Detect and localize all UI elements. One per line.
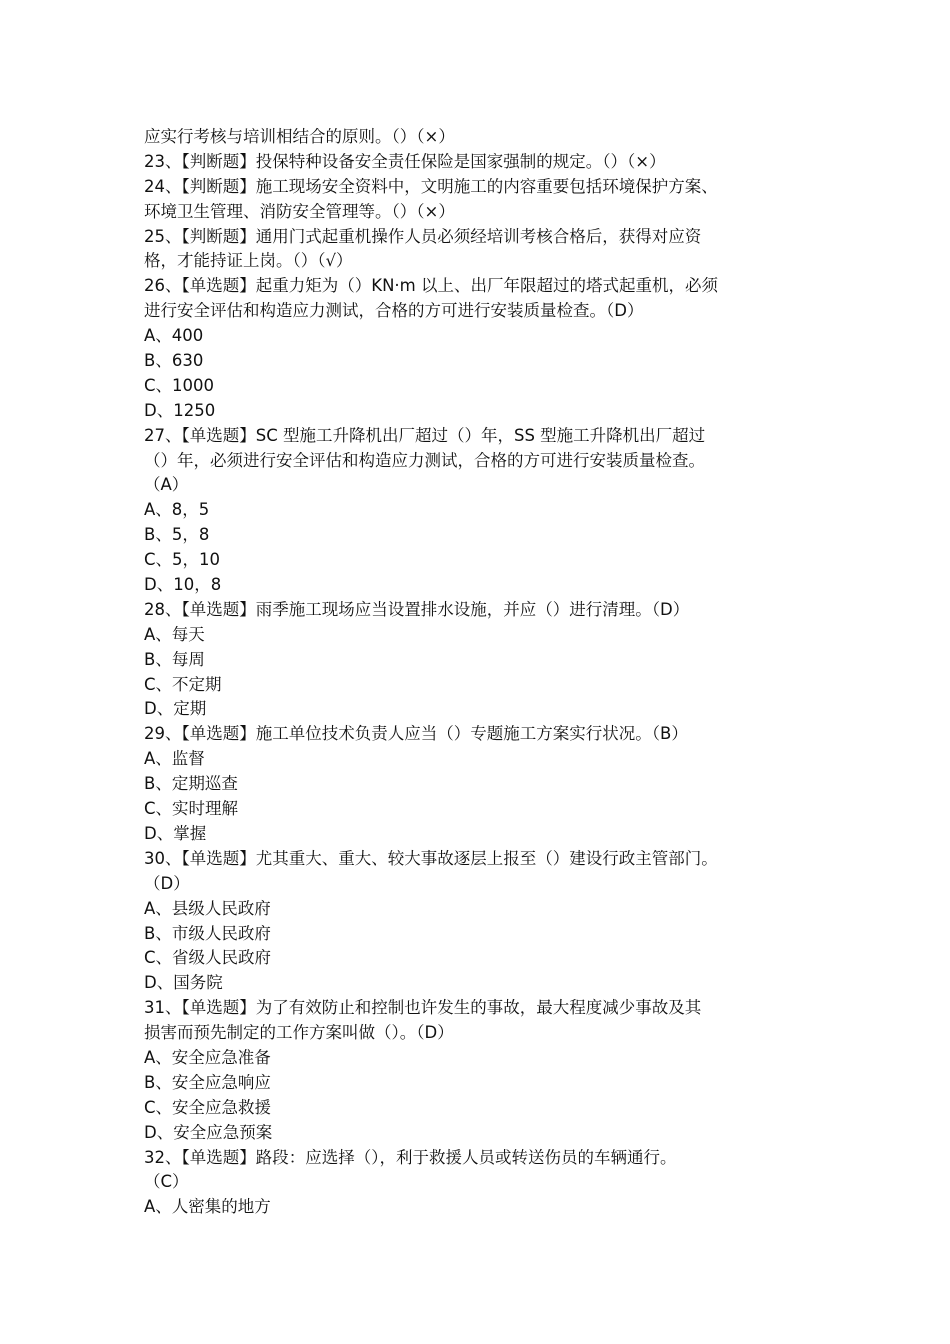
text-line: A、每天 [144,624,205,644]
text-line: D、1250 [144,400,216,420]
text-line: C、5，10 [144,550,221,570]
document-text [144,125,824,1220]
text-line: D、安全应急预案 [144,1122,273,1142]
text-line: C、省级人民政府 [144,948,272,968]
text-line: （D） [144,873,190,893]
text-line: D、10，8 [144,575,222,595]
text-line: A、安全应急准备 [144,1047,271,1067]
text-line: D、定期 [144,699,207,719]
text-line: C、安全应急救援 [144,1097,272,1117]
text-line: 环境卫生管理、消防安全管理等。（）（×） [144,201,455,221]
text-line: 进行安全评估和构造应力测试，合格的方可进行安装质量检查。（D） [144,301,644,321]
text-line: C、不定期 [144,674,222,694]
text-line: 30、【单选题】尤其重大、重大、较大事故逐层上报至（）建设行政主管部门。 [144,848,718,868]
text-line: 24、【判断题】施工现场安全资料中，文明施工的内容重要包括环境保护方案、 [144,176,718,196]
text-line: B、630 [144,351,204,371]
text-line: B、5，8 [144,525,210,545]
text-line: D、国务院 [144,973,223,993]
text-line: 27、【单选题】SC 型施工升降机出厂超过（）年，SS 型施工升降机出厂超过 [144,425,706,445]
text-line: （A） [144,475,189,495]
text-line: 31、【单选题】为了有效防止和控制也许发生的事故，最大程度减少事故及其 [144,998,702,1018]
text-line: B、市级人民政府 [144,923,271,943]
text-line: （C） [144,1172,189,1192]
text-line: A、监督 [144,749,205,769]
text-line: B、安全应急响应 [144,1072,271,1092]
text-line: 25、【判断题】通用门式起重机操作人员必须经培训考核合格后，获得对应资 [144,226,702,246]
text-line: 29、【单选题】施工单位技术负责人应当（）专题施工方案实行状况。（B） [144,724,688,744]
text-line: A、400 [144,326,204,346]
text-line: 格，才能持证上岗。（）（√） [144,251,353,271]
text-line: （）年，必须进行安全评估和构造应力测试，合格的方可进行安装质量检查。 [144,450,705,470]
text-line: C、1000 [144,375,215,395]
text-line: A、8，5 [144,500,210,520]
text-line: D、掌握 [144,823,207,843]
text-line: 26、【单选题】起重力矩为（）KN·m 以上、出厂年限超过的塔式起重机，必须 [144,276,718,296]
text-line: C、实时理解 [144,799,239,819]
text-line: 32、【单选题】路段：应选择（），利于救援人员或转送伤员的车辆通行。 [144,1147,677,1167]
text-line: 损害而预先制定的工作方案叫做（）。（D） [144,1023,454,1043]
text-line: 23、【判断题】投保特种设备安全责任保险是国家强制的规定。（）（×） [144,151,666,171]
text-line: B、每周 [144,649,205,669]
text-line: A、人密集的地方 [144,1197,271,1217]
text-line: 28、【单选题】雨季施工现场应当设置排水设施，并应（）进行清理。（D） [144,599,690,619]
text-line: 应实行考核与培训相结合的原则。（）（×） [144,127,455,146]
text-line: A、县级人民政府 [144,898,271,918]
text-line: B、定期巡查 [144,774,238,794]
